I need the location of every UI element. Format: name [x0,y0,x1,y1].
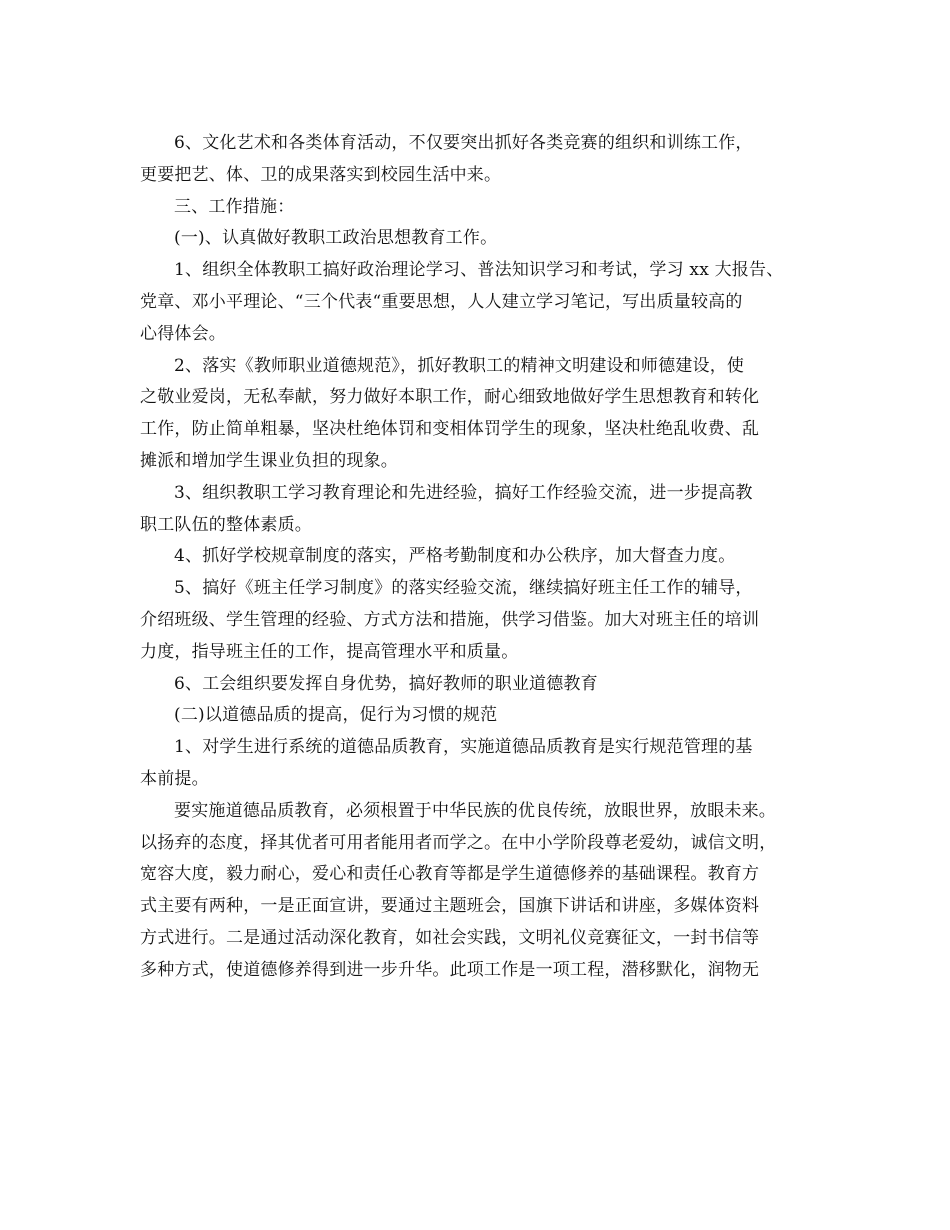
document-body [140,128,830,987]
text-line: 更要把艺、体、卫的成果落实到校园生活中来。 [140,164,502,185]
text-line: 1、对学生进行系统的道德品质教育，实施道德品质教育是实行规范管理的基 [174,737,753,758]
text-line: 2、落实《教师职业道德规范》，抓好教职工的精神文明建设和师德建设，使 [174,355,745,376]
text-line: 摊派和增加学生课业负担的现象。 [140,450,398,471]
text-line: 党章、邓小平理论、“三个代表“重要思想，人人建立学习笔记，写出质量较高的 [140,291,743,312]
text-line: (一)、认真做好教职工政治思想教育工作。 [174,228,498,249]
text-line: 心得体会。 [140,323,226,344]
text-line: 4、抓好学校规章制度的落实，严格考勤制度和办公秩序，加大督查力度。 [174,546,736,567]
text-line: 6、工会组织要发挥自身优势，搞好教师的职业道德教育 [174,673,598,694]
text-line: 3、组织教职工学习教育理论和先进经验，搞好工作经验交流，进一步提高教 [174,482,753,503]
text-line: (二)以道德品质的提高，促行为习惯的规范 [174,705,498,726]
text-line: 三、工作措施： [174,196,295,217]
text-line: 工作，防止简单粗暴，坚决杜绝体罚和变相体罚学生的现象，坚决杜绝乱收费、乱 [140,419,760,440]
text-line: 方式进行。二是通过活动深化教育，如社会实践，文明礼仪竞赛征文，一封书信等 [140,927,760,948]
text-line: 式主要有两种，一是正面宣讲，要通过主题班会，国旗下讲话和讲座，多媒体资料 [140,896,760,917]
text-line: 本前提。 [140,768,209,789]
text-line: 职工队伍的整体素质。 [140,514,312,535]
text-line: 以扬弃的态度，择其优者可用者能用者而学之。在中小学阶段尊老爱幼，诚信文明， [140,832,777,853]
text-line: 力度，指导班主任的工作，提高管理水平和质量。 [140,641,519,662]
text-line: 介绍班级、学生管理的经验、方式方法和措施，供学习借鉴。加大对班主任的培训 [140,609,760,630]
text-line: 之敬业爱岗，无私奉献，努力做好本职工作，耐心细致地做好学生思想教育和转化 [140,387,760,408]
text-line: 6、文化艺术和各类体育活动，不仅要突出抓好各类竞赛的组织和训练工作， [174,133,753,153]
text-line: 1、组织全体教职工搞好政治理论学习、普法知识学习和考试，学习 xx 大报告、 [174,260,784,281]
text-line: 5、搞好《班主任学习制度》的落实经验交流，继续搞好班主任工作的辅导， [174,578,753,599]
text-line: 多种方式，使道德修养得到进一步升华。此项工作是一项工程，潜移默化，润物无 [140,959,760,980]
text-line: 要实施道德品质教育，必须根置于中华民族的优良传统，放眼世界，放眼未来。 [174,800,776,821]
text-line: 宽容大度，毅力耐心，爱心和责任心教育等都是学生道德修养的基础课程。教育方 [140,864,760,885]
